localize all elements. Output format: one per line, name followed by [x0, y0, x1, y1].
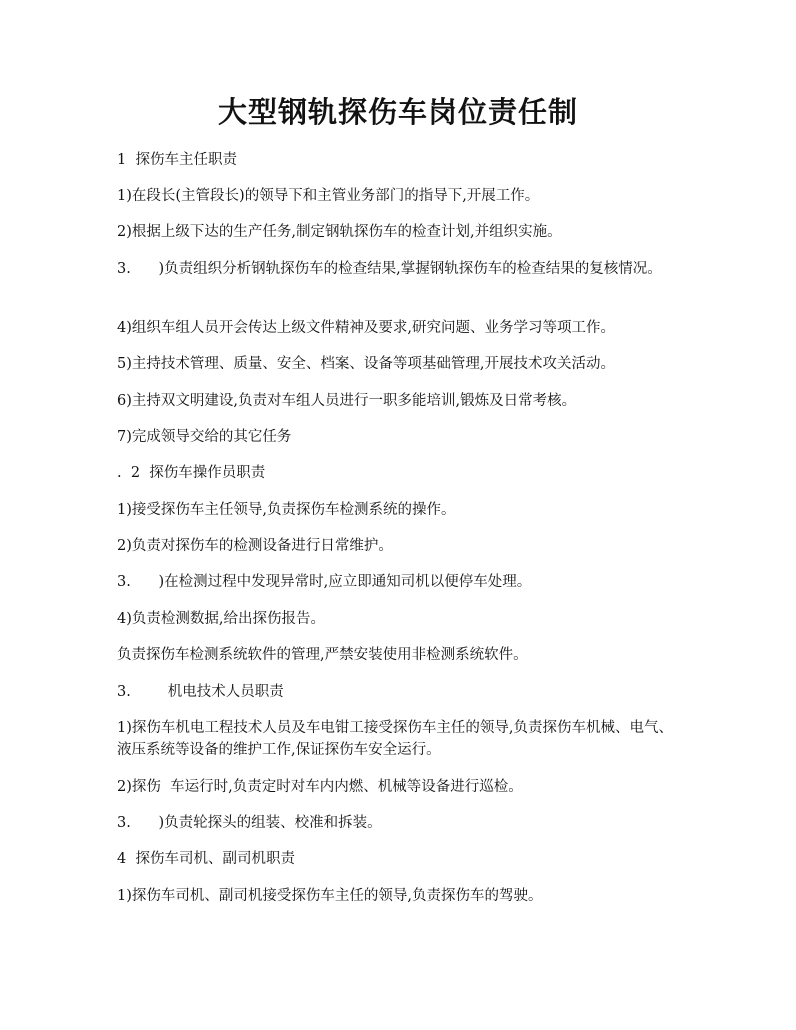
paragraph: 2)根据上级下达的生产任务,制定钢轨探伤车的检查计划,并组织实施。: [117, 224, 562, 240]
paragraph: 7)完成领导交给的其它任务: [117, 429, 292, 445]
paragraph: 1)探伤车司机、副司机接受探伤车主任的领导,负责探伤车的驾驶。: [117, 888, 543, 904]
paragraph: 1)接受探伤车主任领导,负责探伤车检测系统的操作。: [117, 502, 456, 518]
section-heading-2: . 2 探伤车操作员职责: [117, 465, 266, 481]
document-title: 大型钢轨探伤车岗位责任制: [217, 95, 578, 129]
paragraph: 3. )在检测过程中发现异常时,应立即通知司机以便停车处理。: [117, 574, 532, 590]
paragraph: 4)组织车组人员开会传达上级文件精神及要求,研究问题、业务学习等项工作。: [117, 320, 615, 336]
section-heading-1: 1 探伤车主任职责: [117, 152, 237, 168]
paragraph: 4)负责检测数据,给出探伤报告。: [117, 611, 325, 627]
paragraph: 2)探伤 车运行时,负责定时对车内内燃、机械等设备进行巡检。: [117, 779, 523, 795]
paragraph: 负责探伤车检测系统软件的管理,严禁安装使用非检测系统软件。: [117, 647, 528, 663]
paragraph: 5)主持技术管理、质量、安全、档案、设备等项基础管理,开展技术攻关活动。: [117, 356, 615, 372]
paragraph: 1)探伤车机电工程技术人员及车电钳工接受探伤车主任的领导,负责探伤车机械、电气、液压系统等设备的维护工作,保证探伤车安全运行。: [117, 720, 673, 758]
paragraph: 1)在段长(主管段长)的领导下和主管业务部门的指导下,开展工作。: [117, 188, 540, 204]
paragraph: 3. )负责轮探头的组装、校准和拆装。: [117, 815, 382, 831]
section-heading-3: 3. 机电技术人员职责: [117, 684, 284, 700]
paragraph: 2)负责对探伤车的检测设备进行日常维护。: [117, 538, 393, 554]
paragraph: 6)主持双文明建设,负责对车组人员进行一职多能培训,锻炼及日常考核。: [117, 393, 577, 409]
paragraph: 3. )负责组织分析钢轨探伤车的检查结果,掌握钢轨探伤车的检查结果的复核情况。: [117, 261, 662, 277]
section-heading-4: 4 探伤车司机、副司机职责: [117, 851, 295, 867]
